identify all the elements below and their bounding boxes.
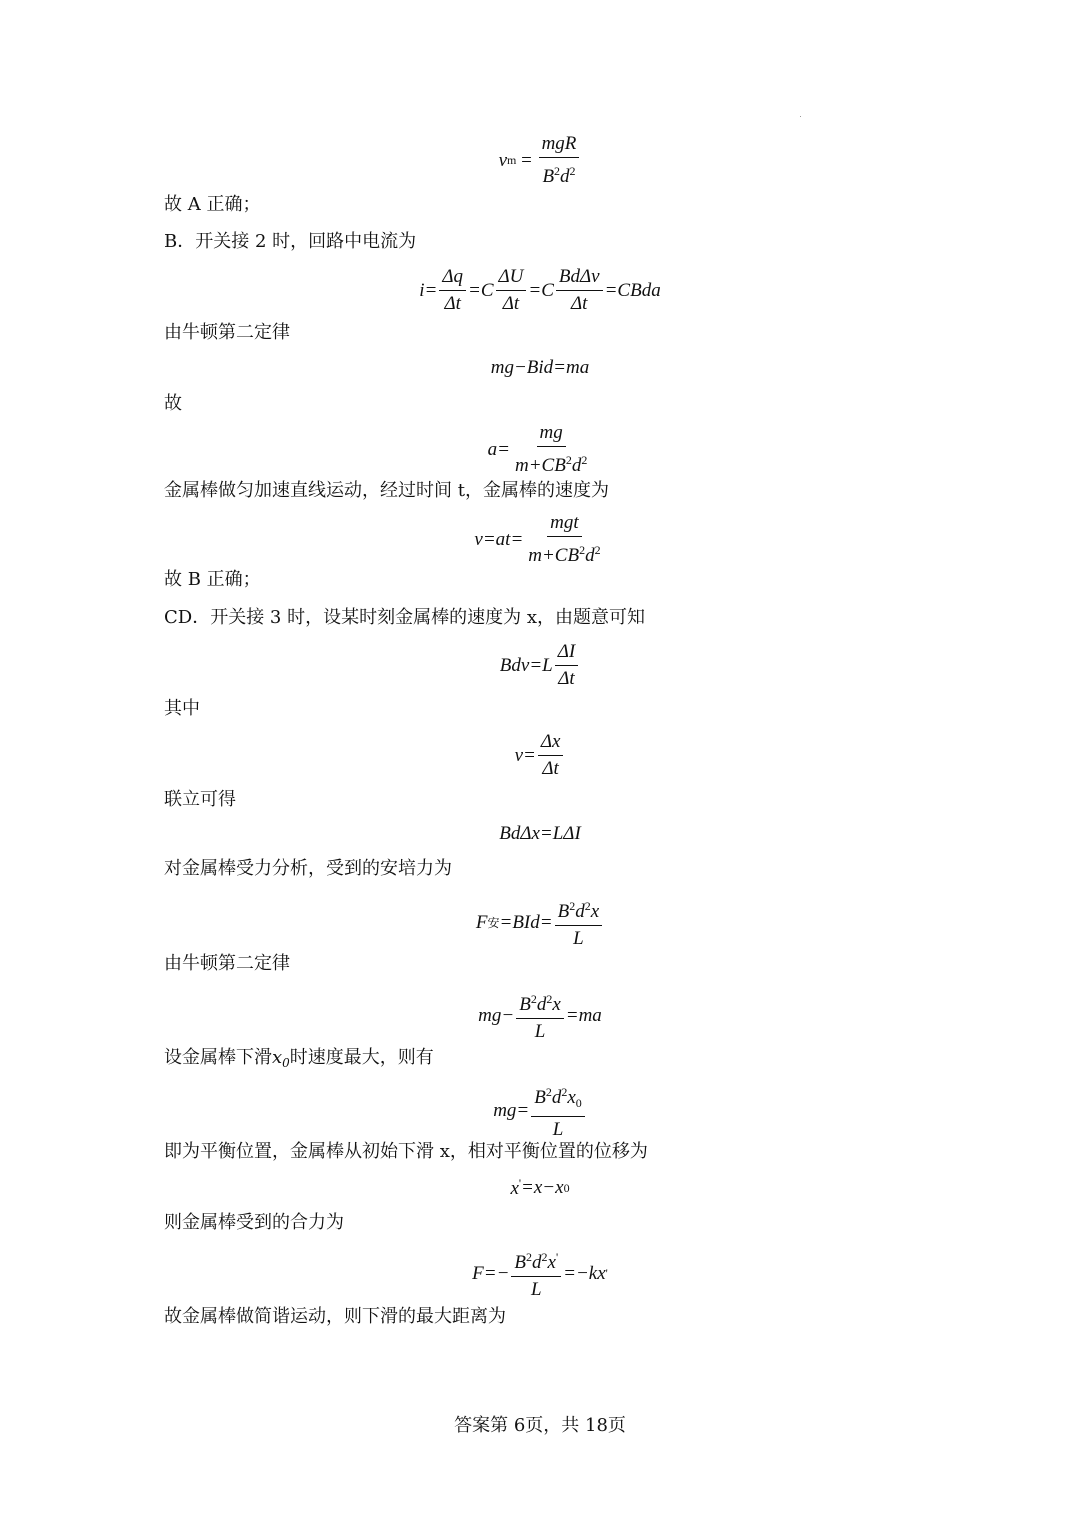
equation-bdv: Bdv=L $\frac{\Delta I}{\Delta t}$ [0,641,1080,690]
fraction: $\frac{\Delta x}{\Delta t}$ [538,731,564,780]
fraction: $\frac{\text{mgt}}{m+CB^2d^2}$ [528,512,601,566]
equation-displacement: x' =x−x 0 [510,1176,570,1199]
text-equilibrium: 即为平衡位置，金属棒从初始下滑 x，相对平衡位置的位移为 [164,1141,648,1162]
equation-restoring-force: F=− $\frac{B^2d^2x'}{L}$ =−kx ' [0,1246,1080,1301]
equation-newton-shm: mg− $\frac{B^2d^2x}{L}$ =ma [0,988,1080,1043]
fraction: $\frac{\text{BdΔv}}{\Delta t}$ [556,266,603,315]
text-shm: 故金属棒做简谐运动，则下滑的最大距离为 [164,1306,506,1327]
page-footer: 答案第 6页，共 18页 [454,1415,626,1436]
fraction: $\frac{\text{mgR}}{B^2d^2}$ [539,133,580,188]
text-b-intro: B．开关接 2 时，回路中电流为 [164,231,417,252]
text-max-speed: 设金属棒下滑$x_0$时速度最大，则有 [164,1047,434,1070]
equation-equilibrium: mg= $\frac{B^2d^2x_0}{L}$ [0,1081,1080,1141]
fraction: $\frac{\Delta U}{\Delta t}$ [496,266,527,315]
scan-speck [800,116,801,117]
equation-bddx: BdΔx=LΔI [499,823,581,844]
text-a-correct: 故 A 正确； [164,194,261,215]
equation-ampere-force: F 安 =BId= $\frac{B^2d^2x}{L}$ [0,895,1080,950]
text-where: 其中 [164,698,200,719]
equation-velocity: v=at= $\frac{\text{mgt}}{m+CB^2d^2}$ [0,512,1080,567]
fraction: $\frac{mg}{m+CB^2d^2}$ [515,422,588,476]
equation-vm: v m = $\frac{\text{mgR}}{B^2d^2}$ [0,133,1080,188]
fraction: $\frac{\Delta q}{\Delta t}$ [439,266,466,315]
text-newton-law-2: 由牛顿第二定律 [164,953,290,974]
text-cd-intro: CD．开关接 3 时，设某时刻金属棒的速度为 x，由题意可知 [164,607,645,628]
fraction: $\frac{B^2d^2x'}{L}$ [511,1246,561,1301]
equation-v-dx: v= $\frac{\Delta x}{\Delta t}$ [0,731,1080,780]
fraction: $\frac{B^2d^2x}{L}$ [555,895,603,950]
text-force-analysis: 对金属棒受力分析，受到的安培力为 [164,858,452,879]
equation-mg-bid: mg−Bid=ma [490,357,590,378]
fraction: $\frac{B^2d^2x_0}{L}$ [531,1081,585,1141]
text-b-correct: 故 B 正确； [164,569,261,590]
equation-current: i= $\frac{\Delta q}{\Delta t}$ =C $\frac{\Delta U}{\Delta t}$ =C $\frac{\text{BdΔv}}{\Delta t}$ =CBda [419,266,661,314]
fraction: $\frac{\Delta I}{\Delta t}$ [555,641,578,690]
text-net-force: 则金属棒受到的合力为 [164,1212,344,1233]
text-combine: 联立可得 [164,789,236,810]
text-newton-law: 由牛顿第二定律 [164,322,290,343]
text-so: 故 [164,393,182,414]
text-uniform-accel: 金属棒做匀加速直线运动，经过时间 t，金属棒的速度为 [164,480,609,501]
equation-acceleration: a= $\frac{mg}{m+CB^2d^2}$ [0,422,1080,477]
fraction: $\frac{B^2d^2x}{L}$ [516,988,564,1043]
